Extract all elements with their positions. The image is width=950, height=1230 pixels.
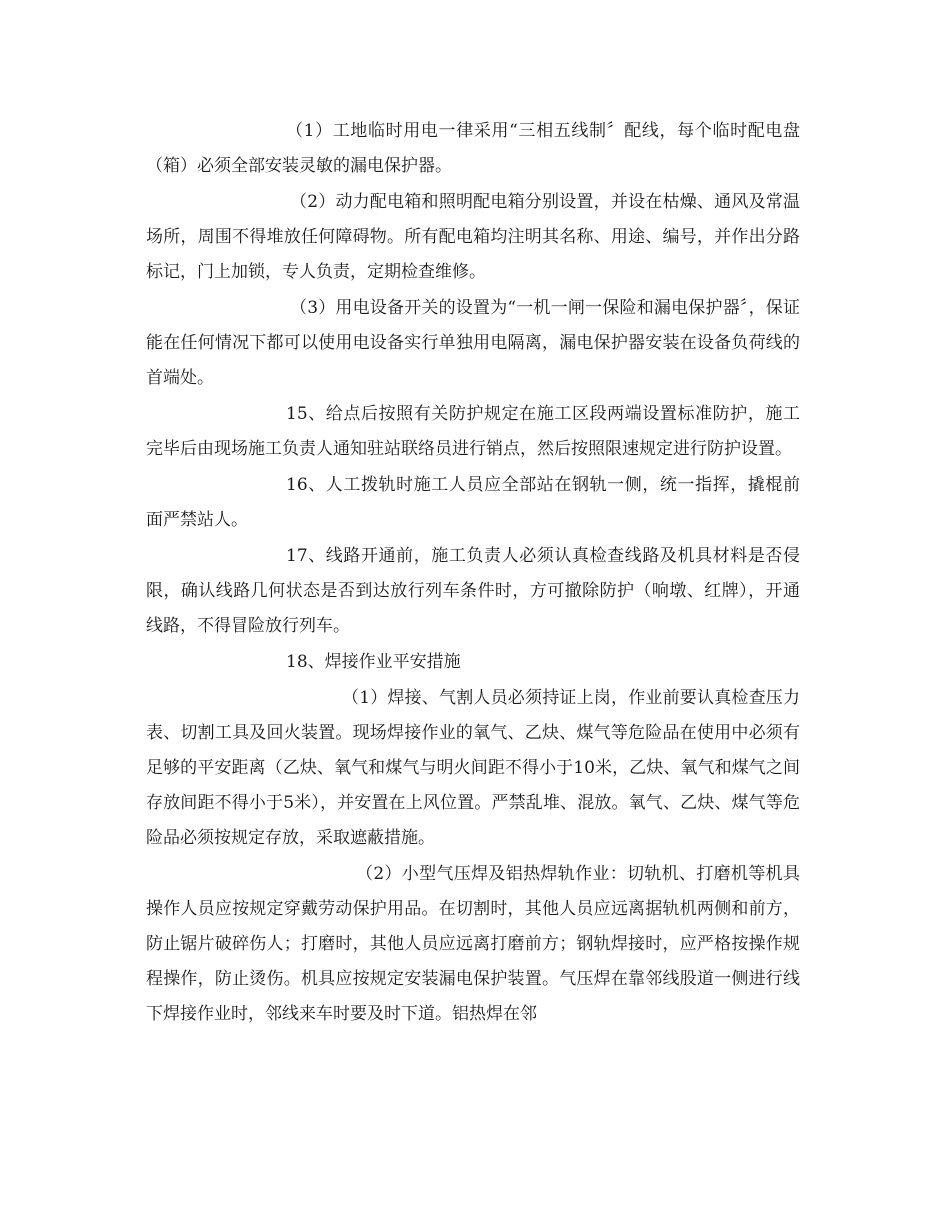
- paragraph-item-16: 16、人工拨轨时施工人员应全部站在钢轨一侧，统一指挥，撬棍前面严禁站人。: [146, 475, 800, 530]
- paragraph-small-pressure-welding: （2）小型气压焊及铝热焊轨作业：切轨机、打磨机等机具操作人员应按规定穿戴劳动保护用品。在切割时，其他人员应远离据轨机两侧和前方，防止锯片破碎伤人；打磨时，其他人员应远离打磨前方；钢轨焊接时，应严格按操作规程操作，防止烫伤。机具应按规定安装漏电保护装置。气压焊在靠邻线股道一侧进行线下焊接作业时，邻线来车时要及时下道。铝热焊在邻: [146, 864, 800, 1024]
- paragraph-item-17: 17、线路开通前，施工负责人必须认真检查线路及机具材料是否侵限，确认线路几何状态是否到达放行列车条件时，方可撤除防护（响墩、红牌），开通线路，不得冒险放行列车。: [146, 546, 800, 636]
- paragraph-distribution-boxes: （2）动力配电箱和照明配电箱分别设置，并设在枯燥、通风及常温场所，周围不得堆放任何障碍物。所有配电箱均注明其名称、用途、编号，并作出分路标记，门上加锁，专人负责，定期检查维修。: [146, 192, 800, 282]
- paragraph-welding-personnel: （1）焊接、气割人员必须持证上岗，作业前要认真检查压力表、切割工具及回火装置。现场焊接作业的氧气、乙炔、煤气等危险品在使用中必须有足够的平安距离（乙炔、氧气和煤气与明火间距不得小于10米，乙炔、氧气和煤气之间存放间距不得小于5米），并安置在上风位置。严禁乱堆、混放。氧气、乙炔、煤气等危险品必须按规定存放，采取遮蔽措施。: [146, 688, 800, 848]
- paragraph-item-15: 15、给点后按照有关防护规定在施工区段两端设置标准防护，施工完毕后由现场施工负责人通知驻站联络员进行销点，然后按照限速规定进行防护设置。: [146, 404, 800, 459]
- section-heading-welding-safety: 18、焊接作业平安措施: [286, 652, 461, 672]
- paragraph-equipment-switches: （3）用电设备开关的设置为“一机一闸一保险和漏电保护器〞，保证能在任何情况下都可以使用电设备实行单独用电隔离，漏电保护器安装在设备负荷线的首端处。: [146, 298, 800, 388]
- paragraph-electric-wiring: （1）工地临时用电一律采用“三相五线制〞配线，每个临时配电盘（箱）必须全部安装灵敏的漏电保护器。: [146, 121, 800, 176]
- document-body: [146, 114, 800, 1033]
